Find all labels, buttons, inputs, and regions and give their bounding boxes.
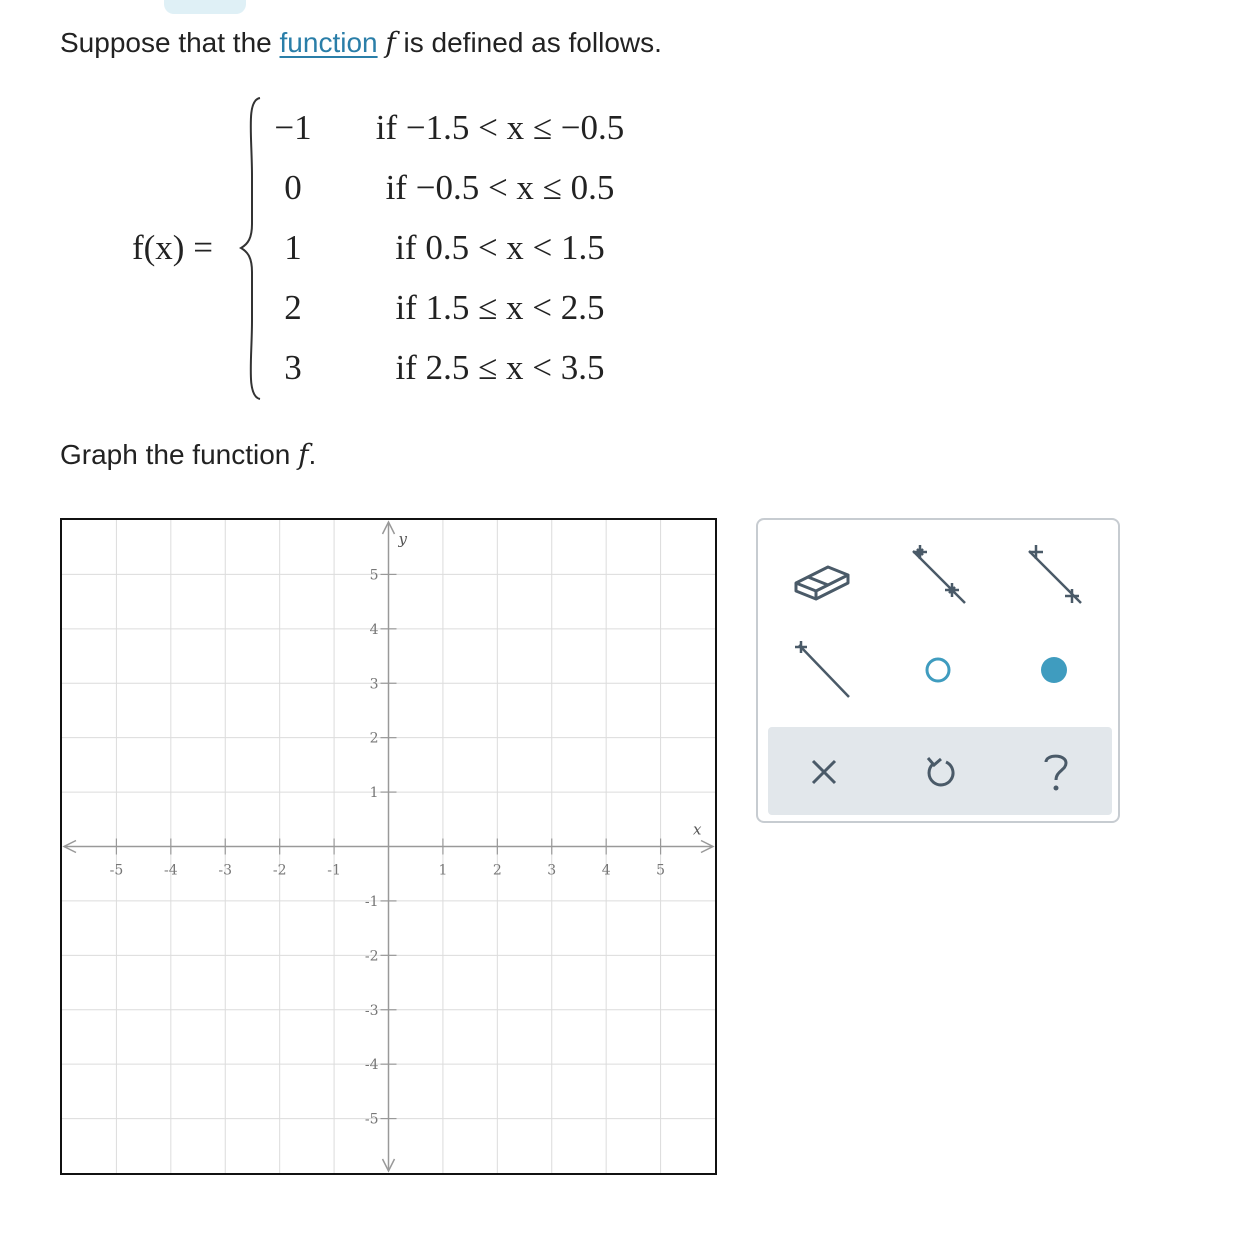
x-tick-label: -5	[109, 862, 124, 879]
closed-point-tool[interactable]	[1014, 630, 1094, 710]
x-tick-label: -4	[164, 862, 178, 879]
segment-tool[interactable]	[1014, 538, 1094, 618]
graph-toolbox	[756, 518, 1120, 823]
coordinate-plane[interactable]	[62, 520, 715, 1173]
case-condition: if −0.5 < x ≤ 0.5	[385, 168, 615, 207]
y-tick-label: 5	[369, 567, 379, 584]
undo-icon	[920, 752, 960, 792]
x-tick-label: -1	[327, 862, 341, 879]
y-axis-label: y	[398, 530, 407, 548]
case-value: −1	[274, 108, 312, 147]
prompt-suffix: is defined as follows.	[395, 27, 662, 58]
y-tick-label: 1	[369, 785, 379, 802]
x-tick-label: 2	[492, 862, 502, 879]
x-tick-label: 4	[601, 862, 611, 879]
y-tick-label: 3	[369, 676, 379, 693]
y-tick-label: -3	[364, 1002, 379, 1019]
close-icon	[807, 755, 841, 789]
y-tick-label: -2	[364, 948, 379, 965]
case-condition: if 0.5 < x < 1.5	[395, 228, 605, 267]
y-tick-label: -4	[364, 1057, 379, 1074]
case-condition: if −1.5 < x ≤ −0.5	[375, 108, 625, 147]
open-point-tool[interactable]	[898, 630, 978, 710]
clear-button[interactable]	[784, 737, 864, 807]
top-tab	[164, 0, 246, 14]
help-button[interactable]	[1016, 737, 1096, 807]
help-icon	[1036, 750, 1076, 794]
y-tick-label: 4	[369, 621, 379, 638]
function-lhs: f(x) =	[132, 228, 213, 267]
x-tick-label: 3	[547, 862, 557, 879]
y-tick-label: 2	[369, 730, 379, 747]
y-tick-label: -1	[364, 893, 379, 910]
prompt-prefix: Suppose that the	[60, 27, 280, 58]
case-condition: if 1.5 ≤ x < 2.5	[395, 288, 605, 327]
x-tick-label: 1	[438, 862, 448, 879]
problem-prompt	[60, 26, 662, 59]
undo-button[interactable]	[900, 737, 980, 807]
graph-canvas[interactable]	[60, 518, 717, 1175]
eraser-tool[interactable]	[782, 538, 862, 618]
filled-circle-icon	[1034, 650, 1074, 690]
case-value: 3	[284, 348, 302, 387]
toolbox-actions	[768, 727, 1112, 815]
case-condition: if 2.5 ≤ x < 3.5	[395, 348, 605, 387]
x-axis-label: x	[693, 820, 702, 839]
ray-tool[interactable]	[782, 630, 862, 710]
function-link[interactable]: function	[279, 27, 378, 58]
open-circle-icon	[918, 650, 958, 690]
x-tick-label: 5	[656, 862, 666, 879]
ray-icon	[787, 635, 857, 705]
case-value: 2	[284, 288, 302, 327]
segment-icon	[1019, 543, 1089, 613]
y-tick-label: -5	[364, 1111, 379, 1128]
x-tick-label: -3	[218, 862, 233, 879]
x-tick-label: -2	[272, 862, 287, 879]
function-name: f	[385, 26, 396, 59]
graph-prompt: Graph the function f.	[60, 438, 317, 471]
line-segment-icon	[903, 543, 973, 613]
eraser-icon	[790, 553, 854, 603]
case-value: 0	[284, 168, 302, 207]
case-value: 1	[284, 228, 302, 267]
line-tool[interactable]	[898, 538, 978, 618]
